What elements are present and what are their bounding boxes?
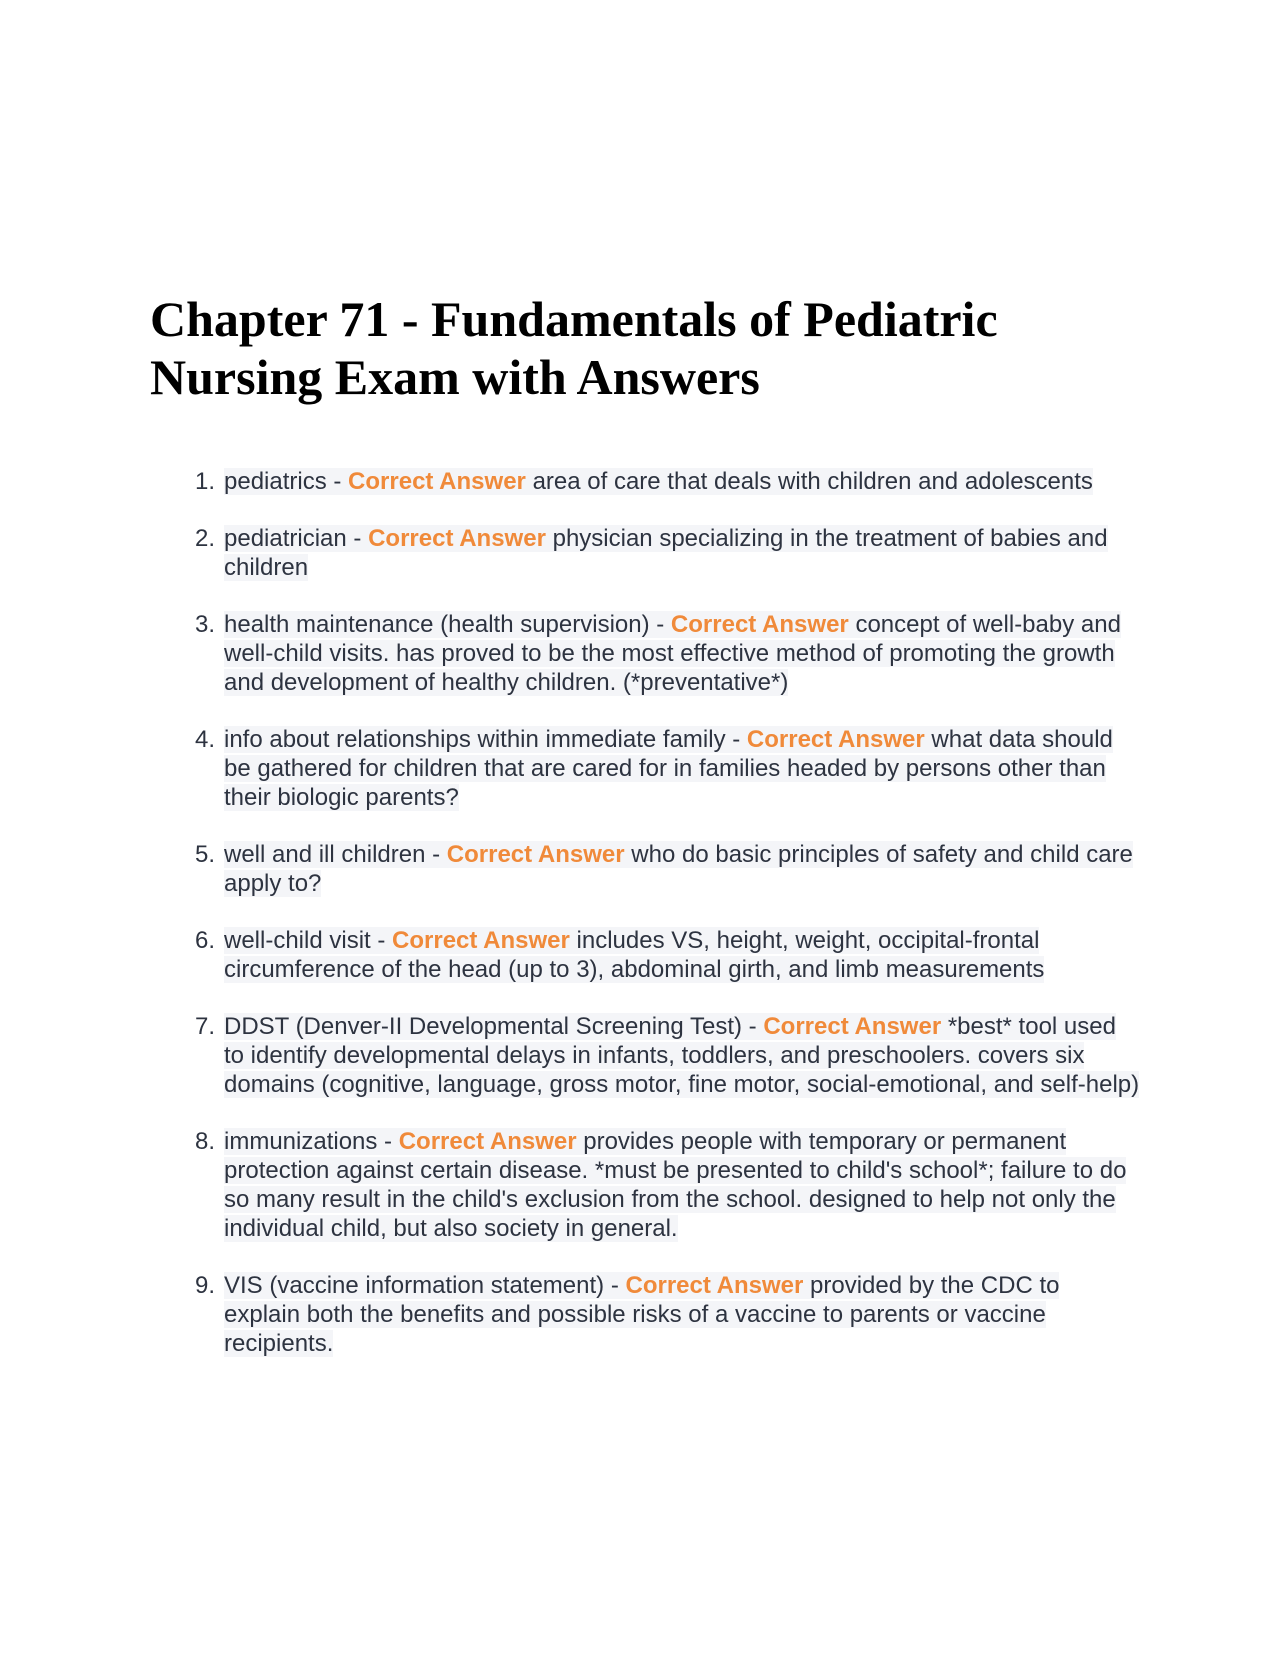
qa-term: VIS (vaccine information statement) -	[224, 1272, 619, 1299]
qa-answer: area of care that deals with children and adolescents	[532, 468, 1093, 495]
qa-term: immunizations -	[224, 1128, 393, 1155]
document-title: Chapter 71 - Fundamentals of Pediatric Nursing Exam with Answers	[150, 291, 998, 405]
qa-term: well-child visit -	[224, 927, 386, 954]
qa-item	[150, 467, 1140, 496]
qa-item-text	[224, 841, 1133, 897]
correct-answer-label: Correct Answer	[446, 841, 625, 868]
qa-item-text	[224, 1272, 1059, 1357]
qa-item-text	[224, 726, 1113, 811]
qa-answer: physician specializing in the treatment of babies and children	[224, 525, 1108, 581]
qa-term: DDST (Denver-II Developmental Screening Test) -	[224, 1013, 757, 1040]
correct-answer-label: Correct Answer	[625, 1272, 804, 1299]
qa-term: pediatrics -	[224, 468, 342, 495]
qa-item-number: 2.	[194, 525, 215, 552]
qa-item-text	[224, 525, 1108, 581]
qa-item-number: 8.	[194, 1128, 215, 1155]
qa-item	[150, 926, 1140, 984]
qa-item-text	[224, 1128, 1126, 1242]
qa-item	[150, 610, 1140, 697]
correct-answer-label: Correct Answer	[670, 611, 849, 638]
qa-item	[150, 840, 1140, 898]
qa-answer: provides people with temporary or permanent protection against certain disease. *must be presented to child's school*; failure to do so many result in the child's exclusion from the school. designed to help not only the individual child, but also society in general.	[224, 1128, 1127, 1242]
qa-list	[150, 467, 1140, 1386]
qa-item	[150, 1012, 1140, 1099]
correct-answer-label: Correct Answer	[763, 1013, 942, 1040]
correct-answer-label: Correct Answer	[348, 468, 526, 495]
qa-answer: provided by the CDC to explain both the benefits and possible risks of a vaccine to parents or vaccine recipients.	[224, 1272, 1060, 1357]
qa-term: info about relationships within immediate family -	[224, 726, 741, 753]
qa-item	[150, 725, 1140, 812]
qa-item	[150, 1271, 1140, 1358]
qa-answer: *best* tool used to identify developmental delays in infants, toddlers, and preschoolers. covers six domains (cognitive, language, gross motor, fine motor, social-emotional, and self-help)	[224, 1013, 1140, 1098]
correct-answer-label: Correct Answer	[368, 525, 546, 552]
qa-term: pediatrician -	[224, 525, 362, 552]
qa-item-text	[224, 611, 1121, 696]
qa-answer: concept of well-baby and well-child visits. has proved to be the most effective method of promoting the growth and development of healthy children. (*preventative*)	[224, 611, 1121, 696]
qa-item-text	[224, 1013, 1139, 1098]
qa-item-number: 7.	[194, 1013, 215, 1040]
correct-answer-label: Correct Answer	[398, 1128, 577, 1155]
qa-answer: what data should be gathered for children that are cared for in families headed by persons other than their biologic parents?	[224, 726, 1113, 811]
qa-answer: who do basic principles of safety and child care apply to?	[224, 841, 1133, 897]
qa-item-text	[224, 927, 1044, 983]
qa-item-text	[224, 468, 1093, 495]
qa-item-number: 6.	[194, 927, 215, 954]
qa-item-number: 9.	[194, 1272, 215, 1299]
qa-answer: includes VS, height, weight, occipital-frontal circumference of the head (up to 3), abdominal girth, and limb measurements	[224, 927, 1045, 983]
correct-answer-label: Correct Answer	[392, 927, 570, 954]
qa-item-number: 4.	[194, 726, 215, 753]
qa-item	[150, 524, 1140, 582]
qa-item	[150, 1127, 1140, 1243]
qa-term: well and ill children -	[224, 841, 441, 868]
qa-item-number: 1.	[194, 468, 215, 495]
correct-answer-label: Correct Answer	[746, 726, 925, 753]
qa-item-number: 5.	[194, 841, 215, 868]
qa-term: health maintenance (health supervision) -	[224, 611, 665, 638]
qa-item-number: 3.	[194, 611, 215, 638]
